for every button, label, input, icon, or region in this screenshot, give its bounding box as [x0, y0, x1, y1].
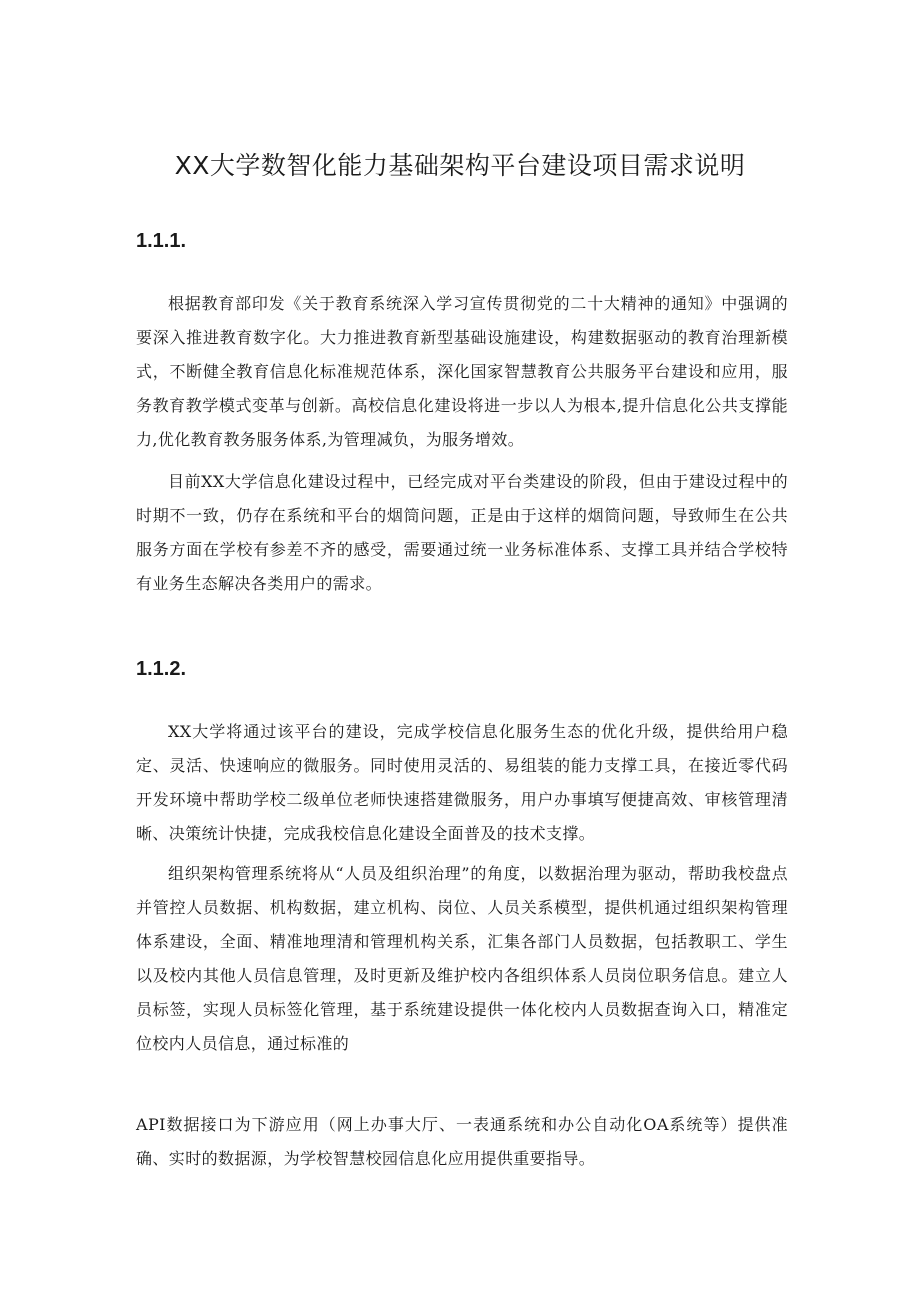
- paragraph-platform-goals: XX大学将通过该平台的建设，完成学校信息化服务生态的优化升级，提供给用户稳定、灵活、快速响应的微服务。同时使用灵活的、易组装的能力支撑工具，在接近零代码开发环境中帮助学校二级单位老师快速搭建微服务，用户办事填写便捷高效、审核管理清晰、决策统计快捷，完成我校信息化建设全面普及的技术支撑。: [136, 722, 788, 843]
- document-title: XX大学数智化能力基础架构平台建设项目需求说明: [174, 151, 746, 180]
- paragraph-org-structure: 组织架构管理系统将从“人员及组织治理”的角度，以数据治理为驱动，帮助我校盘点并管控人员数据、机构数据，建立机构、岗位、人员关系模型，提供机通过组织架构管理体系建设，全面、精准地理清和管理机构关系，汇集各部门人员数据，包括教职工、学生以及校内其他人员信息管理，及时更新及维护校内各组织体系人员岗位职务信息。建立人员标签，实现人员标签化管理，基于系统建设提供一体化校内人员数据查询入口，精准定位校内人员信息，通过标准的: [136, 864, 788, 1053]
- paragraph-policy-background: 根据教育部印发《关于教育系统深入学习宣传贯彻党的二十大精神的通知》中强调的要深入推进教育数字化。大力推进教育新型基础设施建设，构建数据驱动的教育治理新模式，不断健全教育信息化标准规范体系，深化国家智慧教育公共服务平台建设和应用，服务教育教学模式变革与创新。高校信息化建设将进一步以人为根本,提升信息化公共支撑能力,优化教育教务服务体系,为管理减负，为服务增效。: [136, 294, 788, 449]
- paragraph-current-status: 目前XX大学信息化建设过程中，已经完成对平台类建设的阶段，但由于建设过程中的时期不一致，仍存在系统和平台的烟筒问题，正是由于这样的烟筒问题，导致师生在公共服务方面在学校有参差不齐的感受，需要通过统一业务标准体系、支撑工具并结合学校特有业务生态解决各类用户的需求。: [136, 472, 788, 593]
- section-heading-1-1-2: 1.1.2.: [136, 658, 187, 680]
- section-heading-1-1-1: 1.1.1.: [136, 230, 187, 252]
- paragraph-api-interface: API数据接口为下游应用（网上办事大厅、一表通系统和办公自动化OA系统等）提供准确、实时的数据源，为学校智慧校园信息化应用提供重要指导。: [136, 1115, 788, 1168]
